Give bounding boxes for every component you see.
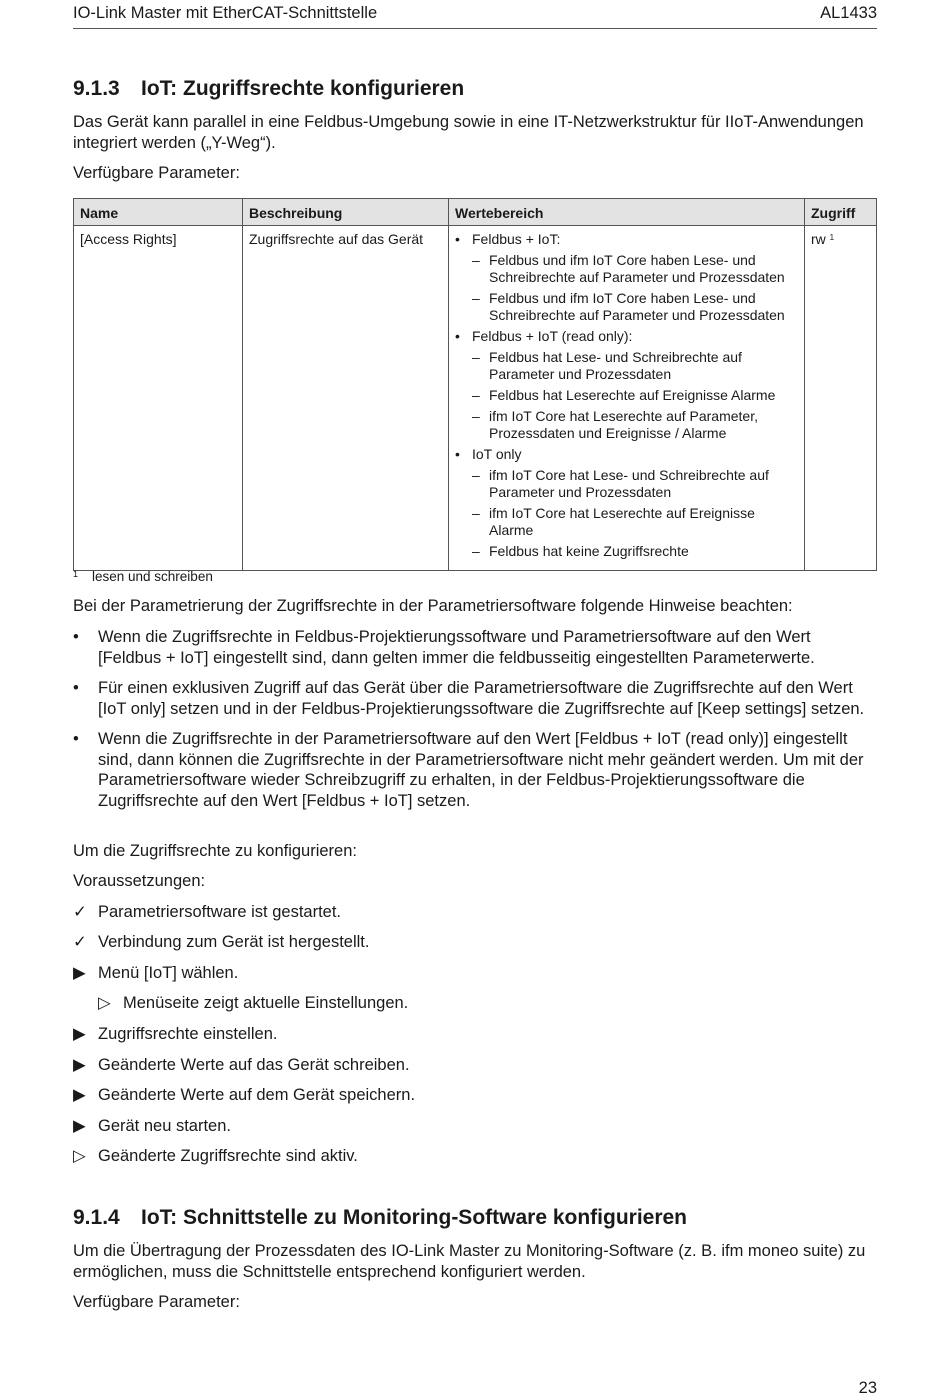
footnote-mark: 1 — [73, 569, 79, 579]
action-arrow-icon: ▶ — [73, 1086, 86, 1104]
list-item: • Wenn die Zugriffsrechte in Feldbus-Projektierungssoftware und Parametriersoftware auf den Wert [Feldbus + IoT] eingestellt sind, dann gelten immer die feldbusseitig eingestellten Parameterwerte. — [73, 627, 877, 668]
step-text: Geänderte Werte auf das Gerät schreiben. — [98, 1056, 410, 1074]
prerequisites-label: Voraussetzungen: — [73, 872, 206, 890]
action-arrow-icon: ▶ — [73, 1056, 86, 1074]
value-group — [455, 328, 798, 442]
value-group — [455, 446, 798, 560]
section-title: IoT: Zugriffsrechte konfigurieren — [141, 77, 465, 100]
action-arrow-icon: ▶ — [73, 1117, 86, 1135]
value-group-label: Feldbus + IoT (read only): — [472, 328, 633, 344]
action-arrow-icon: ▶ — [73, 1025, 86, 1043]
section-number: 9.1.4 — [73, 1206, 120, 1229]
params-label: Verfügbare Parameter: — [73, 164, 240, 182]
column-header: Zugriff — [805, 199, 877, 226]
procedure-intro: Um die Zugriffsrechte zu konfigurieren: — [73, 842, 357, 860]
params-label: Verfügbare Parameter: — [73, 1293, 240, 1311]
section-intro: Das Gerät kann parallel in eine Feldbus-Umgebung sowie in eine IT-Netzwerkstruktur für IIoT-Anwendungen integriert werden („Y-Weg“). — [73, 113, 864, 152]
column-header: Beschreibung — [243, 199, 449, 226]
footnote-text: lesen und schreiben — [92, 569, 213, 584]
table-row — [74, 226, 877, 571]
param-description: Zugriffsrechte auf das Gerät — [243, 226, 449, 571]
action-arrow-icon: ▶ — [73, 964, 86, 982]
step-text: Parametriersoftware ist gestartet. — [98, 903, 342, 921]
step-text: Verbindung zum Gerät ist hergestellt. — [98, 933, 370, 951]
procedure-step — [73, 1055, 410, 1075]
checkmark-icon: ✓ — [73, 933, 87, 951]
value-sublist — [472, 349, 798, 442]
step-text: Geänderte Werte auf dem Gerät speichern. — [98, 1086, 416, 1104]
step-text: Menüseite zeigt aktuelle Einstellungen. — [123, 994, 409, 1012]
value-item: – ifm IoT Core hat Leserechte auf Ereignisse Alarme — [472, 505, 798, 539]
table-footnote — [73, 569, 213, 584]
value-item: – Feldbus hat keine Zugriffsrechte — [472, 543, 798, 560]
section-heading-9-1-3 — [73, 77, 464, 101]
page-header — [73, 4, 877, 29]
procedure-step — [73, 1085, 415, 1105]
page-number: 23 — [858, 1379, 877, 1397]
param-access — [805, 226, 877, 571]
access-value: rw — [811, 231, 826, 247]
notes-intro: Bei der Parametrierung der Zugriffsrechte in der Parametriersoftware folgende Hinweise beachten: — [73, 597, 793, 615]
value-list — [455, 231, 798, 560]
value-item: – Feldbus und ifm IoT Core haben Lese- und Schreibrechte auf Parameter und Prozessdaten — [472, 290, 798, 324]
param-name: [Access Rights] — [74, 226, 243, 571]
value-group-label: IoT only — [472, 446, 522, 462]
procedure-step — [73, 1024, 277, 1044]
section-heading-9-1-4 — [73, 1206, 687, 1230]
procedure-step — [73, 1116, 231, 1136]
column-header: Name — [74, 199, 243, 226]
value-item: – Feldbus hat Lese- und Schreibrechte auf Parameter und Prozessdaten — [472, 349, 798, 383]
access-rights-parameter-table — [73, 198, 877, 571]
column-header: Wertebereich — [449, 199, 805, 226]
footnote-reference: 1 — [829, 233, 835, 242]
product-code: AL1433 — [820, 4, 877, 22]
procedure-step — [73, 963, 238, 983]
value-item: – Feldbus und ifm IoT Core haben Lese- und Schreibrechte auf Parameter und Prozessdaten — [472, 252, 798, 286]
section-title: IoT: Schnittstelle zu Monitoring-Software konfigurieren — [141, 1206, 688, 1229]
step-text: Menü [IoT] wählen. — [98, 964, 239, 982]
table-header-row — [74, 199, 877, 226]
document-title: IO-Link Master mit EtherCAT-Schnittstelle — [73, 4, 378, 22]
procedure-step — [73, 902, 341, 922]
param-value-range — [449, 226, 805, 571]
list-item: • Für einen exklusiven Zugriff auf das Gerät über die Parametriersoftware die Zugriffsrechte auf den Wert [IoT only] setzen und in der Feldbus-Projektierungssoftware die Zugriffsrechte auf [Keep settings] setzen. — [73, 678, 877, 719]
result-arrow-icon: ▷ — [98, 994, 111, 1012]
section-number: 9.1.3 — [73, 77, 120, 100]
value-sublist — [472, 252, 798, 324]
step-text: Geänderte Zugriffsrechte sind aktiv. — [98, 1147, 358, 1165]
notes-list — [73, 627, 877, 821]
checkmark-icon: ✓ — [73, 903, 87, 921]
procedure-step — [73, 932, 369, 952]
value-group — [455, 231, 798, 324]
value-item: – ifm IoT Core hat Leserechte auf Parameter, Prozessdaten und Ereignisse / Alarme — [472, 408, 798, 442]
value-item: – Feldbus hat Leserechte auf Ereignisse Alarme — [472, 387, 798, 404]
value-item: – ifm IoT Core hat Lese- und Schreibrechte auf Parameter und Prozessdaten — [472, 467, 798, 501]
value-sublist — [472, 467, 798, 560]
section-intro: Um die Übertragung der Prozessdaten des IO-Link Master zu Monitoring-Software (z. B. ifm moneo suite) zu ermöglichen, muss die Schnittstelle entsprechend konfiguriert werden. — [73, 1242, 866, 1281]
result-arrow-icon: ▷ — [73, 1147, 86, 1165]
list-item: • Wenn die Zugriffsrechte in der Parametriersoftware auf den Wert [Feldbus + IoT (read only)] eingestellt sind, dann können die Zugriffsrechte in der Parametriersoftware nicht mehr geändert werden. Um mit der Parametriersoftware wieder Schreibzugriff zu erhalten, in der Feldbus-Projektierungssoftware die Zugriffsrechte auf den Wert [Feldbus + IoT] setzen. — [73, 729, 877, 811]
procedure-step — [73, 1146, 358, 1166]
value-group-label: Feldbus + IoT: — [472, 231, 561, 247]
step-text: Gerät neu starten. — [98, 1117, 231, 1135]
procedure-step — [98, 993, 408, 1013]
step-text: Zugriffsrechte einstellen. — [98, 1025, 278, 1043]
